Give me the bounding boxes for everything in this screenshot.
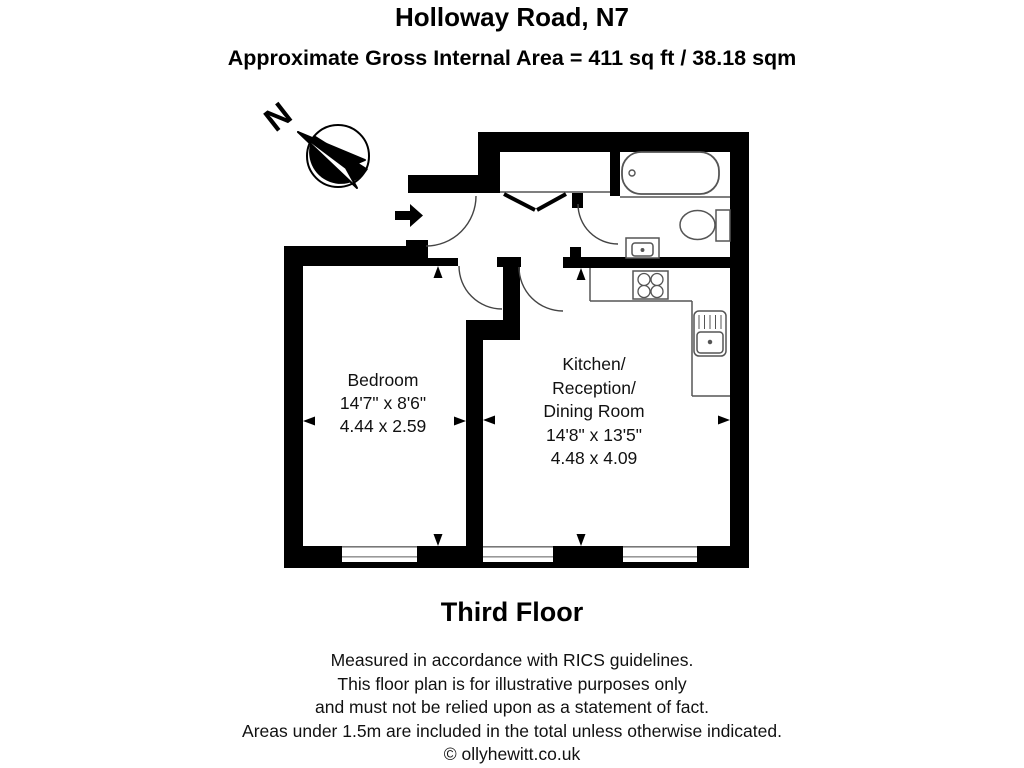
- bedroom-door-arc: [459, 266, 502, 309]
- stove-icon: [633, 271, 668, 299]
- bathroom-door-arc: [578, 204, 618, 244]
- kitchen-height-arrow-top: [577, 268, 586, 280]
- room-size-metric: 4.44 x 2.59: [339, 416, 427, 436]
- wall-hall-upper-bar: [408, 175, 483, 193]
- room-size-imperial: 14'7" x 8'6": [339, 393, 427, 413]
- closet-doors: [504, 194, 566, 210]
- kitchen-width-arrow-right: [718, 416, 730, 425]
- compass-north-icon: [298, 125, 369, 188]
- kitchen-door-arc: [519, 267, 563, 311]
- bathtub-icon: [622, 152, 719, 194]
- copyright-line: © ollyhewitt.co.uk: [443, 744, 581, 764]
- wall-top: [478, 132, 749, 152]
- kitchen-width-arrow-left: [483, 416, 495, 425]
- window: [623, 546, 697, 562]
- bedroom-height-arrow-bottom: [434, 534, 443, 546]
- bedroom-label: [293, 369, 473, 438]
- compass-n-label: N: [256, 94, 299, 139]
- wall-bedroom-top: [284, 246, 428, 266]
- wall-bedroom-top-thin: [428, 258, 458, 266]
- window: [483, 546, 553, 562]
- wall-bathdoor-stub-bottom: [570, 247, 581, 257]
- entrance-arrow-icon: [395, 204, 423, 227]
- bedroom-height-arrow-top: [434, 266, 443, 278]
- disclaimer-line: This floor plan is for illustrative purposes only: [337, 673, 687, 694]
- window: [342, 546, 417, 562]
- page-title: Holloway Road, N7: [394, 2, 630, 32]
- kitchen-sink-icon: [694, 311, 726, 356]
- entrance-door-arc: [426, 196, 476, 246]
- disclaimer-line: and must not be relied upon as a statement of fact.: [315, 697, 709, 717]
- room-size-imperial: 14'8" x 13'5": [546, 424, 642, 445]
- room-name: Bedroom: [347, 370, 419, 390]
- room-name: Kitchen/: [562, 354, 626, 374]
- door-arcs: [426, 196, 618, 311]
- bathroom-basin-icon: [626, 238, 659, 258]
- wall-closet-bath-divider: [610, 152, 620, 196]
- disclaimer-line: Measured in accordance with RICS guidelines.: [330, 650, 694, 670]
- kitchen-height-arrow-bottom: [577, 534, 586, 546]
- wall-right: [730, 132, 749, 568]
- area-subtitle: Approximate Gross Internal Area = 411 sq ft / 38.18 sqm: [227, 46, 797, 70]
- toilet-icon: [680, 210, 730, 241]
- disclaimer-line: Areas under 1.5m are included in the total unless otherwise indicated.: [242, 720, 782, 741]
- room-name: Reception/: [552, 377, 636, 398]
- floor-title: Third Floor: [440, 597, 584, 627]
- kitchen-reception-label: [504, 353, 684, 471]
- room-name: Dining Room: [543, 401, 645, 421]
- disclaimer-block: [0, 649, 1024, 767]
- windows: [342, 546, 697, 562]
- room-size-metric: 4.48 x 4.09: [550, 448, 638, 468]
